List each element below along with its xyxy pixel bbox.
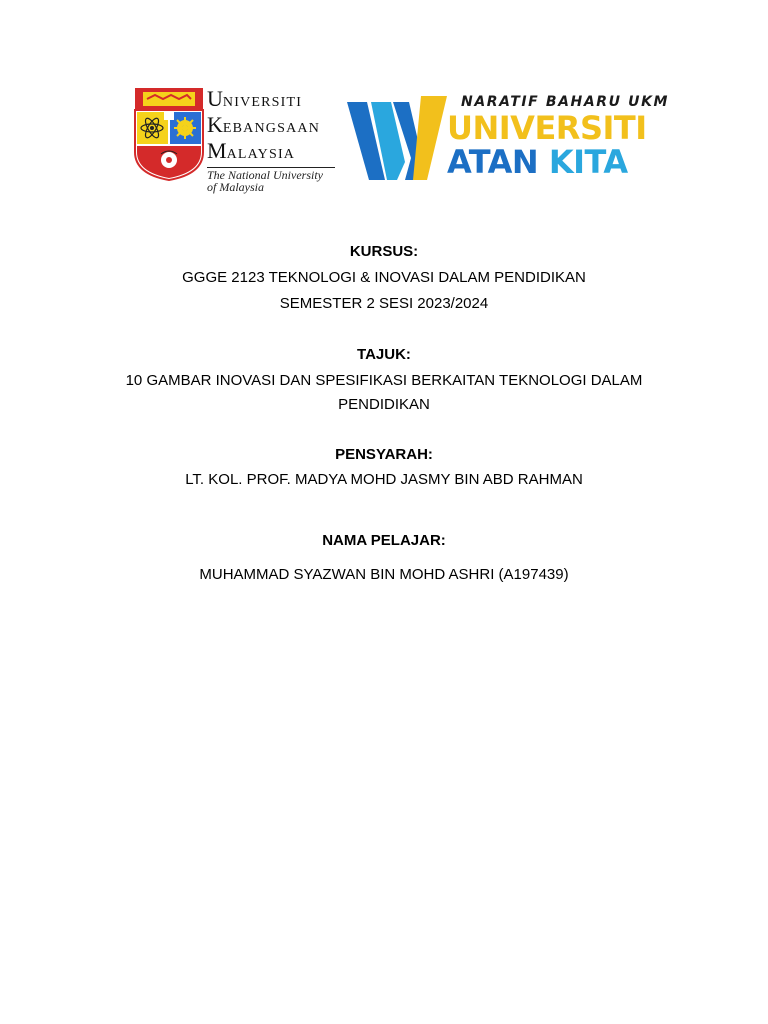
ukm-logo (133, 86, 343, 194)
ukm-tagline-2: of Malaysia (207, 180, 264, 194)
uwk-w-mark-icon (347, 96, 447, 180)
lecturer-name: LT. KOL. PROF. MADYA MOHD JASMY BIN ABD RAHMAN (185, 471, 583, 488)
ukm-wordmark (207, 86, 343, 194)
uwk-kita-text: KITA (548, 143, 628, 181)
ukm-tagline-1: The National University (207, 168, 323, 182)
uwk-universiti-text: UNIVERSITI (447, 109, 647, 147)
course-semester: SEMESTER 2 SESI 2023/2024 (279, 295, 489, 312)
title-line-1: 10 GAMBAR INOVASI DAN SPESIFIKASI BERKAITAN TEKNOLOGI DALAM (125, 372, 643, 389)
uwk-naratif-text: NARATIF BAHARU UKM (461, 94, 670, 110)
ukm-line-kebangsaan: KEBANGSAAN (207, 112, 321, 137)
ukm-crest-icon (133, 86, 205, 182)
uwk-atan-text: ATAN (447, 143, 539, 181)
course-label: KURSUS: (349, 243, 419, 260)
header-logos (0, 0, 768, 200)
student-label: NAMA PELAJAR: (322, 532, 446, 549)
uwk-watan-kita-text (447, 143, 628, 181)
title-line-2: PENDIDIKAN (338, 396, 430, 413)
lecturer-label: PENSYARAH: (335, 446, 433, 463)
student-name: MUHAMMAD SYAZWAN BIN MOHD ASHRI (A197439) (199, 566, 569, 583)
universiti-watan-kita-logo (347, 94, 670, 181)
ukm-line-malaysia: MALAYSIA (207, 138, 296, 163)
course-code-title: GGGE 2123 TEKNOLOGI & INOVASI DALAM PENDIDIKAN (182, 269, 586, 286)
ukm-line-universiti: UNIVERSITI (207, 86, 303, 111)
title-label: TAJUK: (357, 346, 411, 363)
